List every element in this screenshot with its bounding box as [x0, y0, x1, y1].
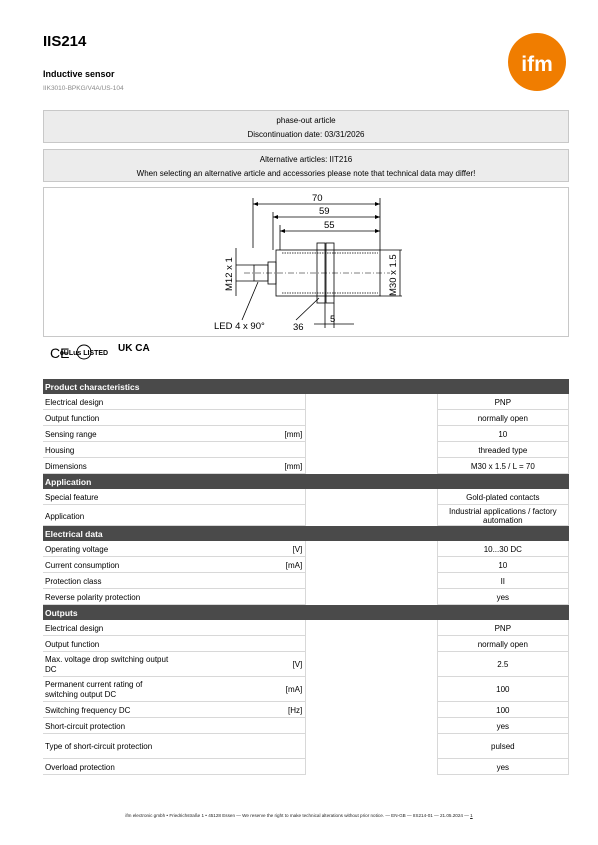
spec-unit: [mm]: [174, 426, 305, 442]
thread-m30-label: M30 x 1.5: [388, 254, 399, 296]
alternative-articles-notice: [43, 149, 569, 182]
spec-value: Industrial applications / factory automation: [437, 505, 568, 526]
footer-text: ifm electronic gmbh • Friedrichstraße 1 • 45128 Essen — We reserve the right to make technical alterations without prior notice. — EN-GB — IIS214-01 — 21.05.2024 —: [125, 813, 469, 818]
spec-value: 100: [437, 677, 568, 702]
ukca-mark: UK CA: [118, 343, 150, 354]
spec-label: Dimensions: [43, 458, 174, 474]
spec-label: Switching frequency DC: [43, 702, 174, 718]
ce-mark: CE: [50, 345, 70, 361]
spec-gap: [306, 718, 437, 734]
spec-value: PNP: [437, 394, 568, 410]
section-header: [43, 526, 569, 542]
spec-label: Short-circuit protection: [43, 718, 174, 734]
spec-gap: [306, 394, 437, 410]
spec-unit: [174, 442, 305, 458]
spec-row: [43, 426, 569, 442]
spec-gap: [306, 505, 437, 526]
spec-unit: [174, 410, 305, 426]
spec-value: 10: [437, 426, 568, 442]
spec-row: [43, 573, 569, 589]
spec-value: Gold-plated contacts: [437, 489, 568, 505]
dimension-55: 55: [324, 220, 335, 231]
spec-gap: [306, 702, 437, 718]
spec-value: 2.5: [437, 652, 568, 677]
logo-text: ifm: [521, 53, 553, 76]
spec-row: [43, 394, 569, 410]
spec-row: [43, 734, 569, 759]
spec-value: normally open: [437, 410, 568, 426]
spec-unit: [174, 394, 305, 410]
page-number: 1: [470, 813, 473, 818]
spec-unit: [mA]: [174, 677, 305, 702]
spec-unit: [174, 573, 305, 589]
spec-unit: [174, 636, 305, 652]
spec-row: [43, 620, 569, 636]
notice-line: When selecting an alternative article and accessories please note that technical data may differ!: [136, 169, 476, 178]
spec-gap: [306, 557, 437, 573]
spec-label: Electrical design: [43, 620, 174, 636]
section-header: [43, 605, 569, 621]
spec-gap: [306, 426, 437, 442]
dimension-70: 70: [312, 193, 323, 204]
spec-label: Permanent current rating of switching output DC: [43, 677, 174, 702]
spec-row: [43, 442, 569, 458]
spec-gap: [306, 677, 437, 702]
notice-line: Discontinuation date: 03/31/2026: [247, 130, 365, 139]
dimension-drawing-svg: [44, 188, 568, 336]
spec-row: [43, 702, 569, 718]
section-title: Outputs: [43, 605, 569, 621]
section-header: [43, 379, 569, 394]
phase-out-notice: [43, 110, 569, 143]
spec-row: [43, 410, 569, 426]
spec-label: Special feature: [43, 489, 174, 505]
spec-row: [43, 636, 569, 652]
spec-gap: [306, 620, 437, 636]
spec-gap: [306, 573, 437, 589]
culus-mark: cULus LISTED: [59, 350, 109, 357]
spec-gap: [306, 734, 437, 759]
section-header: [43, 474, 569, 490]
spec-gap: [306, 458, 437, 474]
spec-label: Overload protection: [43, 759, 174, 775]
spec-value: 10...30 DC: [437, 541, 568, 557]
spec-row: [43, 652, 569, 677]
product-title: IIS214: [43, 33, 87, 50]
spec-row: [43, 458, 569, 474]
spec-label: Type of short-circuit protection: [43, 734, 174, 759]
spec-gap: [306, 541, 437, 557]
spec-label: Protection class: [43, 573, 174, 589]
led-label: LED 4 x 90°: [214, 321, 265, 332]
spec-value: pulsed: [437, 734, 568, 759]
spec-unit: [174, 620, 305, 636]
spec-table: [43, 379, 569, 775]
dimension-5: 5: [330, 314, 336, 325]
spec-label: Max. voltage drop switching output DC: [43, 652, 174, 677]
spec-gap: [306, 652, 437, 677]
section-title: Application: [43, 474, 569, 490]
spec-label: Housing: [43, 442, 174, 458]
spec-value: threaded type: [437, 442, 568, 458]
spec-label: Sensing range: [43, 426, 174, 442]
spec-unit: [Hz]: [174, 702, 305, 718]
spec-unit: [174, 505, 305, 526]
spec-label: Output function: [43, 636, 174, 652]
section-title: Product characteristics: [43, 379, 569, 394]
section-title: Electrical data: [43, 526, 569, 542]
spec-row: [43, 759, 569, 775]
spec-row: [43, 557, 569, 573]
spec-label: Operating voltage: [43, 541, 174, 557]
spec-row: [43, 489, 569, 505]
spec-row: [43, 541, 569, 557]
spec-value: yes: [437, 589, 568, 605]
certification-marks: [46, 341, 150, 365]
spec-unit: [174, 759, 305, 775]
spec-unit: [mA]: [174, 557, 305, 573]
spec-unit: [174, 589, 305, 605]
dimension-59: 59: [319, 206, 330, 217]
spec-unit: [V]: [174, 652, 305, 677]
footer: [0, 813, 598, 818]
spec-unit: [174, 718, 305, 734]
spec-value: PNP: [437, 620, 568, 636]
ifm-logo: [508, 33, 566, 91]
spec-value: 10: [437, 557, 568, 573]
spec-unit: [174, 489, 305, 505]
spec-gap: [306, 489, 437, 505]
spec-value: II: [437, 573, 568, 589]
spec-value: 100: [437, 702, 568, 718]
spec-label: Electrical design: [43, 394, 174, 410]
spec-row: [43, 505, 569, 526]
dimension-drawing: [43, 187, 569, 337]
spec-row: [43, 677, 569, 702]
spec-gap: [306, 442, 437, 458]
spec-label: Current consumption: [43, 557, 174, 573]
spec-label: Reverse polarity protection: [43, 589, 174, 605]
product-subtitle: Inductive sensor: [43, 69, 115, 79]
spec-gap: [306, 589, 437, 605]
article-code: IIK3010-BPKG/V4A/US-104: [43, 85, 124, 92]
spec-value: M30 x 1.5 / L = 70: [437, 458, 568, 474]
spec-gap: [306, 759, 437, 775]
wrench-size-label: 36: [293, 322, 304, 333]
spec-gap: [306, 410, 437, 426]
spec-label: Application: [43, 505, 174, 526]
spec-value: yes: [437, 718, 568, 734]
spec-label: Output function: [43, 410, 174, 426]
notice-line: Alternative articles: IIT216: [259, 155, 353, 164]
notice-line: phase-out article: [276, 116, 336, 125]
spec-value: yes: [437, 759, 568, 775]
spec-gap: [306, 636, 437, 652]
spec-row: [43, 589, 569, 605]
spec-row: [43, 718, 569, 734]
spec-unit: [V]: [174, 541, 305, 557]
thread-m12-label: M12 x 1: [224, 257, 235, 291]
spec-unit: [mm]: [174, 458, 305, 474]
spec-value: normally open: [437, 636, 568, 652]
spec-unit: [174, 734, 305, 759]
